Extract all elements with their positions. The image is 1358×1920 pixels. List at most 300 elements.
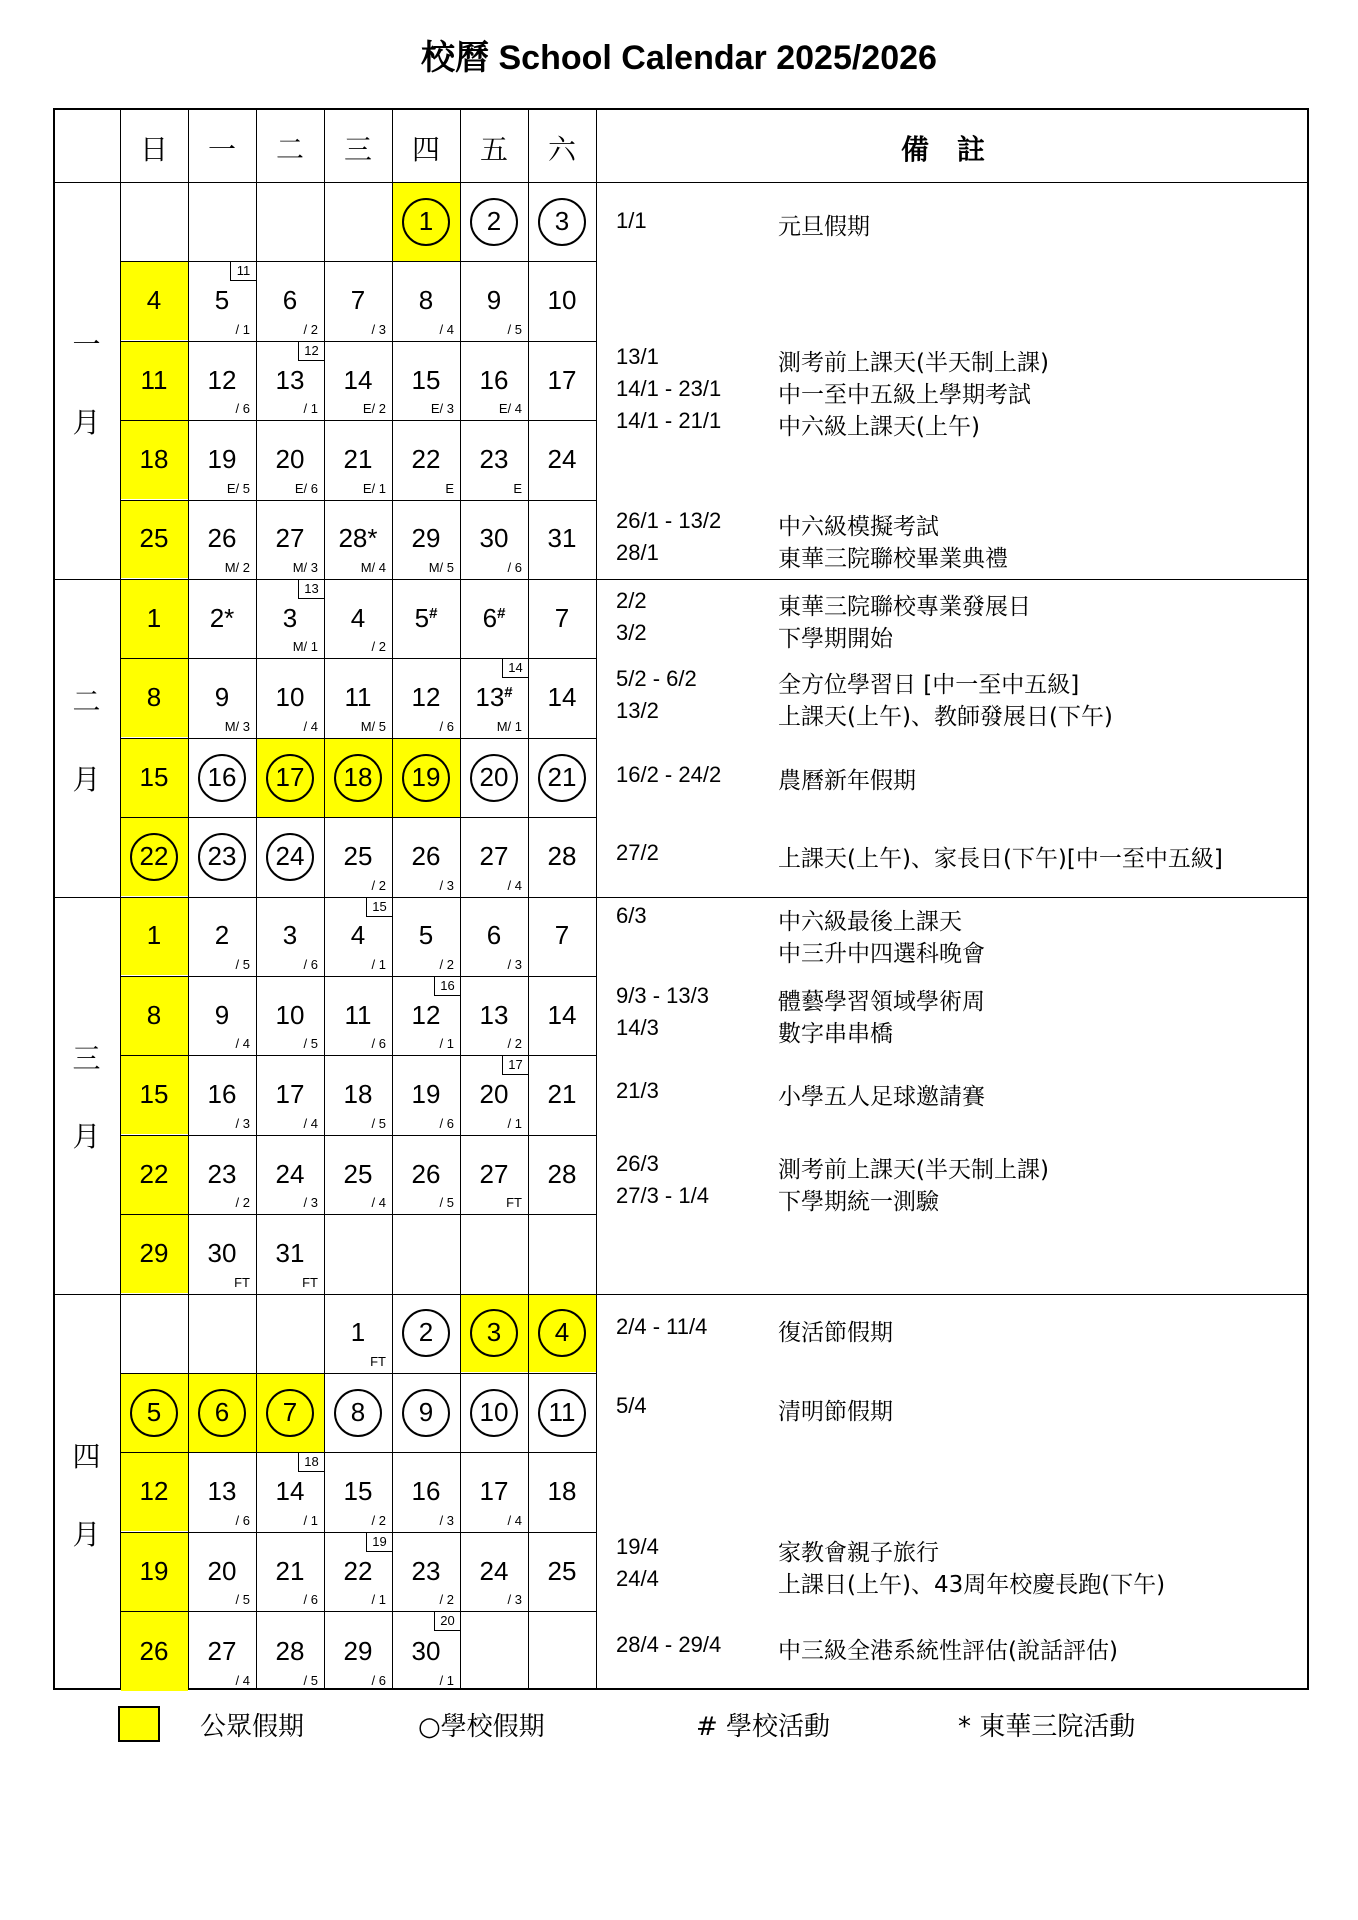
grid-line [528,110,529,1688]
grid-line [120,817,596,818]
note-description: 農曆新年假期 [778,768,916,794]
cycle-day-label: E/ 4 [498,401,522,417]
day-number: 7 [554,920,570,951]
day-number: 28 [547,1158,577,1189]
grid-line [120,1452,596,1453]
day-number: 9 [486,285,502,316]
calendar-day [528,365,596,395]
calendar-day [256,1159,324,1189]
grid-line [256,110,257,1688]
day-number: 7 [350,285,366,316]
cycle-day-label: / 6 [439,1115,454,1131]
note-description: 中六級最後上課天 [778,909,962,935]
cycle-day-label: FT [506,1195,522,1211]
calendar-day [256,762,324,792]
cycle-day-label: M/ 5 [428,560,454,575]
day-number: 6 [214,1396,230,1427]
calendar-day [188,444,256,474]
calendar-day [460,1159,528,1189]
day-number: 8 [418,285,434,316]
calendar-day [256,1636,324,1666]
day-number: 16 [207,761,237,792]
day-number: 18 [139,443,169,474]
note-date: 2/4 - 11/4 [616,1314,708,1339]
day-number: 18 [343,1079,373,1110]
grid-line [120,1611,596,1612]
cycle-day-label: E/ 2 [362,401,386,417]
cycle-day-label: E/ 5 [226,480,250,496]
day-number: 3 [282,602,298,633]
calendar-day [256,841,324,871]
calendar-day [392,444,460,474]
note-description: 中六級上課天(上午) [778,414,980,440]
cycle-day-label: / 1 [303,401,318,417]
cycle-day-label: / 3 [439,1512,454,1528]
day-number: 6 [482,602,498,633]
month-divider [55,1294,1307,1295]
calendar-day [324,365,392,395]
school-week-number: 12 [298,341,324,361]
day-number: 29 [343,1635,373,1666]
calendar-day [120,444,188,474]
note-date: 3/2 [616,620,647,645]
calendar-day [188,762,256,792]
day-number: 23 [479,443,509,474]
calendar-day [120,841,188,871]
day-number: 4 [350,602,366,633]
grid-line [120,976,596,977]
day-number: 24 [275,1158,305,1189]
month-label: 月 [72,1120,101,1154]
cycle-day-label: M/ 1 [292,639,318,655]
grid-line [120,1135,596,1136]
month-label: 二 [72,684,101,718]
note-date: 1/1 [616,208,647,233]
cycle-day-label: / 2 [439,957,454,972]
day-number: 20 [207,1555,237,1586]
cycle-day-label: / 2 [507,1036,522,1052]
calendar-day [460,523,528,553]
day-number: 2 [418,1317,434,1348]
day-number: 12 [411,682,441,713]
cycle-day-label: / 2 [371,877,386,893]
cycle-day-label: / 2 [371,639,386,655]
note-description: 上課天(上午)、教師發展日(下午) [778,704,1113,730]
calendar-day [392,1159,460,1189]
note-date: 6/3 [616,903,647,928]
activity-mark: # [497,604,506,622]
calendar-day [256,285,324,315]
day-number: 3 [554,205,570,236]
note-description: 下學期統一測驗 [778,1189,939,1215]
day-number: 27 [275,523,305,554]
day-number: 23 [207,1158,237,1189]
cycle-day-label: / 3 [371,321,386,337]
calendar-day [392,1636,460,1666]
day-number: 24 [547,443,577,474]
cycle-day-label: / 5 [235,957,250,972]
calendar-day [120,682,188,712]
school-week-number: 17 [502,1055,528,1075]
grid-line [392,110,393,1688]
note-date: 21/3 [616,1078,659,1103]
day-number: 14 [547,682,577,713]
calendar-day [256,1000,324,1030]
day-number: 28* [338,523,378,554]
calendar-day [392,365,460,395]
day-number: 15 [343,1476,373,1507]
cycle-day-label: / 2 [371,1512,386,1528]
calendar-day [256,523,324,553]
day-number: 26 [411,840,441,871]
note-date: 28/4 - 29/4 [616,1632,722,1657]
day-number: 12 [139,1476,169,1507]
calendar-day [324,285,392,315]
calendar-day [392,841,460,871]
month-label: 月 [72,1517,101,1551]
note-description: 數字串串橋 [778,1021,893,1047]
day-number: 30 [479,523,509,554]
cycle-day-label: / 6 [371,1036,386,1052]
day-number: 20 [275,443,305,474]
school-week-number: 15 [366,897,392,917]
day-number: 7 [554,602,570,633]
day-number: 27 [479,840,509,871]
day-number: 31 [547,523,577,554]
weekday-header: 三 [343,133,372,166]
legend-school-holiday: ○學校假期 [418,1712,545,1742]
note-date: 24/4 [616,1566,659,1591]
note-description: 全方位學習日 [中一至中五級] [778,672,1080,698]
calendar-day [392,1476,460,1506]
legend [0,1700,1358,1750]
note-date: 14/3 [616,1015,659,1040]
day-number: 22 [139,840,169,871]
grid-line [120,1055,596,1056]
calendar-day [324,1079,392,1109]
day-number: 26 [207,523,237,554]
day-number: 2* [209,602,235,633]
cycle-day-label: / 3 [507,957,522,972]
day-number: 11 [344,682,372,713]
calendar-day [392,762,460,792]
note-date: 2/2 [616,588,647,613]
day-number: 24 [479,1555,509,1586]
calendar-day [188,1636,256,1666]
calendar-day [188,1556,256,1586]
month-label: 一 [72,327,101,361]
cycle-day-label: / 1 [371,1592,386,1608]
calendar-day [256,603,324,633]
month-label: 月 [72,762,101,796]
cycle-day-label: / 4 [371,1195,386,1211]
day-number: 16 [207,1079,237,1110]
note-date: 16/2 - 24/2 [616,762,722,787]
weekday-header: 四 [411,133,440,166]
day-number: 17 [479,1476,509,1507]
weekday-header: 一 [207,133,236,166]
cycle-day-label: M/ 2 [224,560,250,575]
month-label: 三 [72,1042,101,1076]
note-date: 5/4 [616,1393,647,1418]
day-number: 9 [214,999,230,1030]
day-number: 18 [547,1476,577,1507]
note-description: 東華三院聯校專業發展日 [778,594,1031,620]
day-number: 19 [411,761,441,792]
note-date: 9/3 - 13/3 [616,983,709,1008]
school-week-number: 19 [366,1532,392,1552]
day-number: 23 [411,1555,441,1586]
note-description: 下學期開始 [778,626,893,652]
note-description: 上課天(上午)、家長日(下午)[中一至中五級] [778,846,1223,872]
calendar-day [528,523,596,553]
day-number: 13 [275,364,305,395]
day-number: 8 [146,999,162,1030]
calendar-day [460,1476,528,1506]
note-date: 28/1 [616,540,659,565]
day-number: 15 [139,1079,169,1110]
note-description: 中六級模擬考試 [778,514,939,540]
day-number: 8 [350,1396,366,1427]
note-description: 中一至中五級上學期考試 [778,382,1031,408]
cycle-day-label: / 6 [507,560,522,575]
calendar-day [188,603,256,633]
day-number: 15 [411,364,441,395]
day-number: 14 [547,999,577,1030]
day-number: 15 [139,761,169,792]
day-number: 11 [548,1396,576,1427]
calendar-day [324,523,392,553]
calendar-day [460,285,528,315]
grid-line [596,110,597,1688]
calendar-day [528,841,596,871]
calendar-day [392,206,460,236]
calendar-day [188,1000,256,1030]
cycle-day-label: / 5 [439,1195,454,1211]
activity-mark: # [504,684,513,702]
calendar-day [324,1397,392,1427]
cycle-day-label: / 5 [507,321,522,337]
calendar-day [460,1079,528,1109]
grid-line [120,500,596,501]
calendar-day [188,920,256,950]
calendar-day [460,1000,528,1030]
calendar-day [256,1476,324,1506]
day-number: 2 [486,205,502,236]
day-number: 21 [275,1555,305,1586]
day-number: 29 [411,523,441,554]
cycle-day-label: / 4 [507,1512,522,1528]
calendar-day [256,682,324,712]
grid-line [120,420,596,421]
note-date: 14/1 - 23/1 [616,376,722,401]
calendar-day [256,365,324,395]
day-number: 10 [275,999,305,1030]
day-number: 19 [411,1079,441,1110]
calendar-day [256,444,324,474]
calendar-day [324,1159,392,1189]
calendar-day [120,1000,188,1030]
calendar-day [528,682,596,712]
calendar-day [460,920,528,950]
cycle-day-label: E [513,480,522,496]
cycle-day-label: / 1 [235,321,250,337]
day-number: 1 [418,205,434,236]
day-number: 11 [140,364,168,395]
calendar-day [392,523,460,553]
calendar-day [120,1636,188,1666]
note-date: 13/2 [616,698,659,723]
notes-header: 備 註 [901,133,986,166]
cycle-day-label: / 4 [235,1673,250,1688]
cycle-day-label: E/ 6 [294,480,318,496]
note-description: 東華三院聯校畢業典禮 [778,546,1008,572]
calendar-day [324,1317,392,1347]
note-date: 26/1 - 13/2 [616,508,722,533]
cycle-day-label: / 6 [439,718,454,734]
day-number: 27 [207,1635,237,1666]
calendar-day [392,1000,460,1030]
calendar-day [460,603,528,633]
public-holiday-swatch [118,1706,160,1742]
activity-mark: # [429,604,438,622]
calendar-day [324,682,392,712]
cycle-day-label: E [445,480,454,496]
calendar-day [120,285,188,315]
page-title: 校曆 School Calendar 2025/2026 [421,39,937,77]
cycle-day-label: / 4 [235,1036,250,1052]
calendar-day [528,603,596,633]
day-number: 1 [350,1317,366,1348]
day-number: 4 [554,1317,570,1348]
day-number: 27 [479,1158,509,1189]
calendar-day [120,1397,188,1427]
calendar-day [188,841,256,871]
grid-line [120,658,596,659]
calendar-day [120,603,188,633]
grid-line [120,1532,596,1533]
day-number: 4 [350,920,366,951]
weekday-header: 日 [139,133,168,166]
day-number: 22 [411,443,441,474]
calendar-day [460,682,528,712]
calendar-day [392,1556,460,1586]
day-number: 3 [282,920,298,951]
calendar-day [528,285,596,315]
calendar-day [392,682,460,712]
day-number: 6 [486,920,502,951]
note-date: 14/1 - 21/1 [616,408,722,433]
calendar-day [188,1397,256,1427]
day-number: 17 [547,364,577,395]
cycle-day-label: M/ 5 [360,718,386,734]
calendar-day [392,603,460,633]
day-number: 29 [139,1237,169,1268]
school-week-number: 20 [434,1611,460,1631]
cycle-day-label: / 6 [371,1673,386,1688]
cycle-day-label: / 3 [439,877,454,893]
calendar-day [256,1556,324,1586]
calendar-day [256,920,324,950]
cycle-day-label: / 6 [235,1512,250,1528]
note-description: 家教會親子旅行 [778,1540,939,1566]
calendar-day [120,365,188,395]
note-date: 27/2 [616,840,659,865]
weekday-header: 五 [479,133,508,166]
cycle-day-label: M/ 4 [360,560,386,575]
calendar-day [324,1000,392,1030]
day-number: 14 [343,364,373,395]
legend-public-holiday: 公眾假期 [200,1712,305,1742]
day-number: 19 [207,443,237,474]
month-label: 四 [72,1439,101,1473]
cycle-day-label: / 5 [235,1592,250,1608]
day-number: 22 [139,1158,169,1189]
day-number: 25 [547,1555,577,1586]
calendar-day [460,444,528,474]
day-number: 21 [343,443,373,474]
cycle-day-label: / 1 [507,1115,522,1131]
school-week-number: 18 [298,1452,324,1472]
cycle-day-label: / 5 [303,1673,318,1688]
calendar-day [188,1476,256,1506]
calendar-day [324,841,392,871]
day-number: 25 [343,840,373,871]
day-number: 30 [207,1237,237,1268]
grid-line [324,110,325,1688]
grid-line [120,1214,596,1215]
day-number: 16 [411,1476,441,1507]
calendar-day [188,365,256,395]
month-divider [55,897,1307,898]
day-number: 9 [418,1396,434,1427]
calendar-day [188,682,256,712]
calendar-day [120,1556,188,1586]
cycle-day-label: / 6 [235,401,250,417]
cycle-day-label: FT [234,1274,250,1290]
day-number: 14 [275,1476,305,1507]
calendar-day [528,444,596,474]
note-date: 26/3 [616,1151,659,1176]
day-number: 26 [411,1158,441,1189]
calendar-day [392,1317,460,1347]
calendar-day [460,841,528,871]
day-number: 4 [146,285,162,316]
note-description: 小學五人足球邀請賽 [778,1084,985,1110]
day-number: 5 [414,602,430,633]
calendar-day [460,365,528,395]
calendar-day [324,1636,392,1666]
calendar-day [528,1079,596,1109]
day-number: 13 [207,1476,237,1507]
cycle-day-label: / 1 [303,1512,318,1528]
day-number: 26 [139,1635,169,1666]
day-number: 5 [418,920,434,951]
note-date: 13/1 [616,344,659,369]
note-description: 復活節假期 [778,1320,893,1346]
note-description: 體藝學習領域學術周 [778,989,985,1015]
cycle-day-label: / 5 [371,1115,386,1131]
school-week-number: 16 [434,976,460,996]
day-number: 30 [411,1635,441,1666]
calendar-day [528,206,596,236]
cycle-day-label: / 3 [507,1592,522,1608]
note-date: 27/3 - 1/4 [616,1183,709,1208]
calendar-day [460,1556,528,1586]
day-number: 28 [275,1635,305,1666]
day-number: 7 [282,1396,298,1427]
calendar-day [256,1238,324,1268]
